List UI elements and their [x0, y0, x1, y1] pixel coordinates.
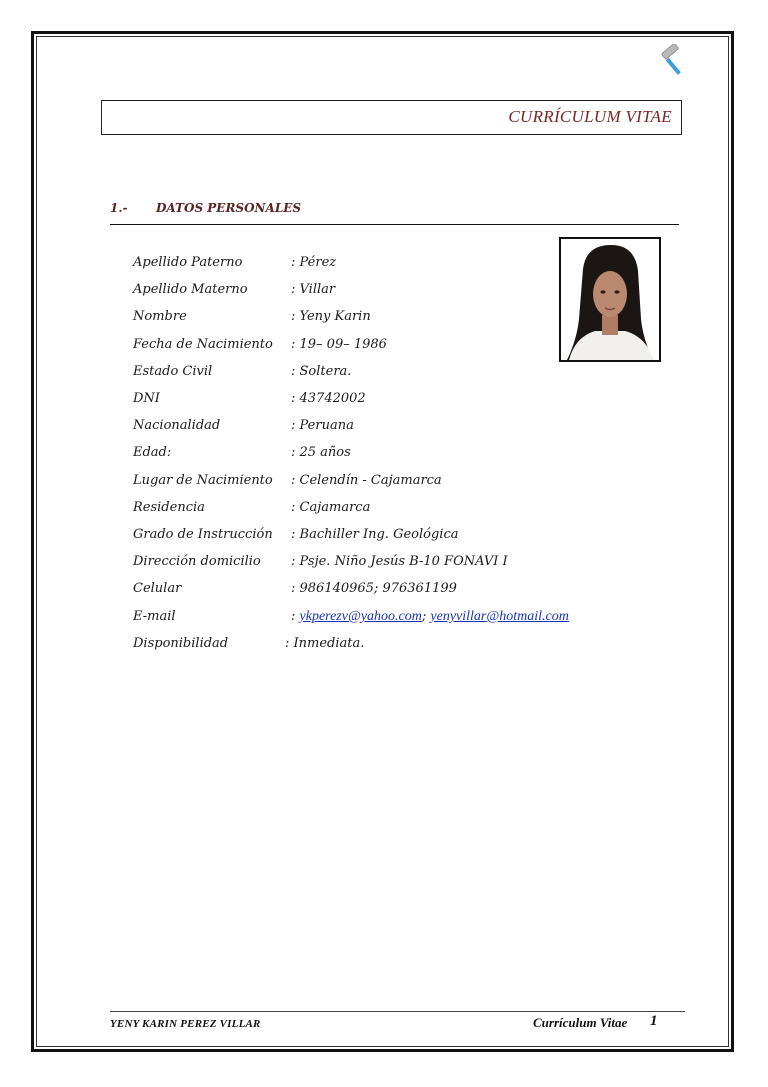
data-row	[133, 554, 653, 574]
data-row-value: : Soltera.	[291, 363, 352, 379]
data-row-value: : Peruana	[291, 418, 354, 434]
page-number: 1	[650, 1013, 658, 1029]
data-row-value: : 19– 09– 1986	[291, 336, 387, 352]
email-link-hotmail[interactable]: yenyvillar@hotmail.com	[430, 609, 569, 624]
data-row-label: Lugar de Nacimiento	[133, 472, 273, 488]
data-row-label: Apellido Materno	[133, 282, 248, 298]
availability-label: Disponibilidad	[133, 636, 229, 651]
data-row	[133, 445, 653, 465]
data-row-label: Nacionalidad	[133, 418, 221, 434]
data-row	[133, 473, 653, 493]
data-row-label: Edad:	[133, 445, 172, 461]
data-row-value: : 986140965; 976361199	[291, 581, 457, 597]
email-row	[133, 609, 653, 629]
section-number: 1.-	[110, 201, 128, 215]
data-row	[133, 255, 653, 275]
data-row	[133, 527, 653, 547]
document-title: CURRÍCULUM VITAE	[508, 107, 672, 126]
data-row-label: Nombre	[133, 309, 187, 325]
data-row-value: : Villar	[291, 282, 336, 298]
data-row-value: : Yeny Karin	[291, 309, 371, 325]
title-box	[101, 100, 682, 135]
email-value	[291, 609, 569, 625]
data-row	[133, 391, 653, 411]
data-row-value: : Psje. Niño Jesús B-10 FONAVI I	[291, 554, 508, 570]
email-link-yahoo[interactable]: ykperezv@yahoo.com	[299, 609, 422, 624]
data-row-label: Estado Civil	[133, 363, 213, 379]
data-row-label: Dirección domicilio	[133, 554, 261, 570]
data-row	[133, 282, 653, 302]
footer-author-name: YENY KARIN PEREZ VILLAR	[110, 1018, 261, 1030]
data-row-value: : Pérez	[291, 255, 337, 270]
data-row-label: Fecha de Nacimiento	[133, 336, 273, 352]
availability-value: : Inmediata.	[285, 636, 365, 651]
data-row	[133, 418, 653, 438]
data-row-value: : Bachiller Ing. Geológica	[291, 527, 459, 542]
data-row-label: Residencia	[133, 499, 205, 515]
availability-row	[133, 636, 653, 656]
email-prefix: :	[291, 609, 300, 624]
section-divider	[110, 224, 679, 225]
email-label: E-mail	[133, 609, 176, 624]
data-row-value: : Celendín - Cajamarca	[291, 472, 442, 488]
data-row-label: Celular	[133, 581, 182, 597]
data-row	[133, 337, 653, 357]
data-row-value: : 43742002	[291, 391, 366, 406]
email-separator: ;	[421, 609, 431, 624]
data-row	[133, 581, 653, 601]
data-row	[133, 500, 653, 520]
data-row-value: : Cajamarca	[291, 499, 371, 515]
hammer-icon	[656, 44, 690, 78]
data-row	[133, 309, 653, 329]
data-row	[133, 364, 653, 384]
section-title: DATOS PERSONALES	[156, 201, 302, 215]
footer-divider	[110, 1011, 685, 1012]
data-row-label: DNI	[133, 391, 160, 406]
data-row-label: Apellido Paterno	[133, 255, 243, 270]
footer-document-title: Currículum Vitae	[533, 1015, 628, 1030]
data-row-value: : 25 años	[291, 445, 351, 461]
data-row-label: Grado de Instrucción	[133, 527, 273, 542]
